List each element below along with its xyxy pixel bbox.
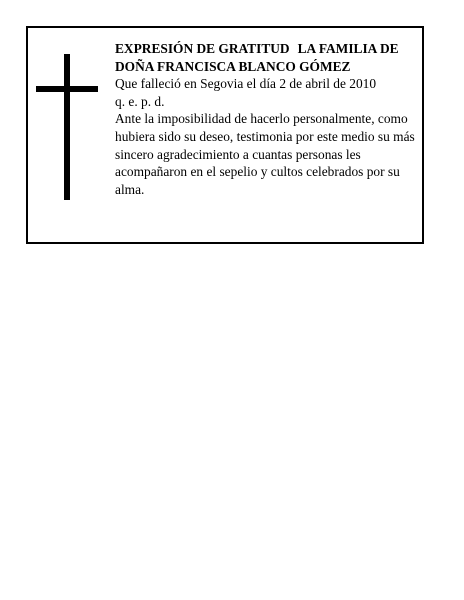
obituary-notice: [26, 26, 424, 244]
gratitude-title: EXPRESIÓN DE GRATITUD: [115, 41, 290, 56]
death-info: Que falleció en Segovia el día 2 de abril de 2010: [115, 76, 377, 92]
cross-vertical-bar: [64, 54, 70, 200]
notice-heading-line1: [115, 40, 421, 58]
cross-horizontal-bar: [36, 86, 98, 92]
notice-text: [115, 40, 421, 198]
rip-text: q. e. p. d.: [115, 93, 165, 109]
deceased-name: DOÑA FRANCISCA BLANCO GÓMEZ: [115, 58, 351, 74]
family-of-label: LA FAMILIA DE: [297, 41, 399, 56]
cross-icon: [36, 54, 98, 200]
gratitude-body: Ante la imposibilidad de hacerlo personalmente, como hubiera sido su deseo, testimonia por este medio su más sincero agradecimiento a cuantas personas les acompañaron en el sepelio y cultos celebrados por su alma.: [115, 111, 415, 197]
